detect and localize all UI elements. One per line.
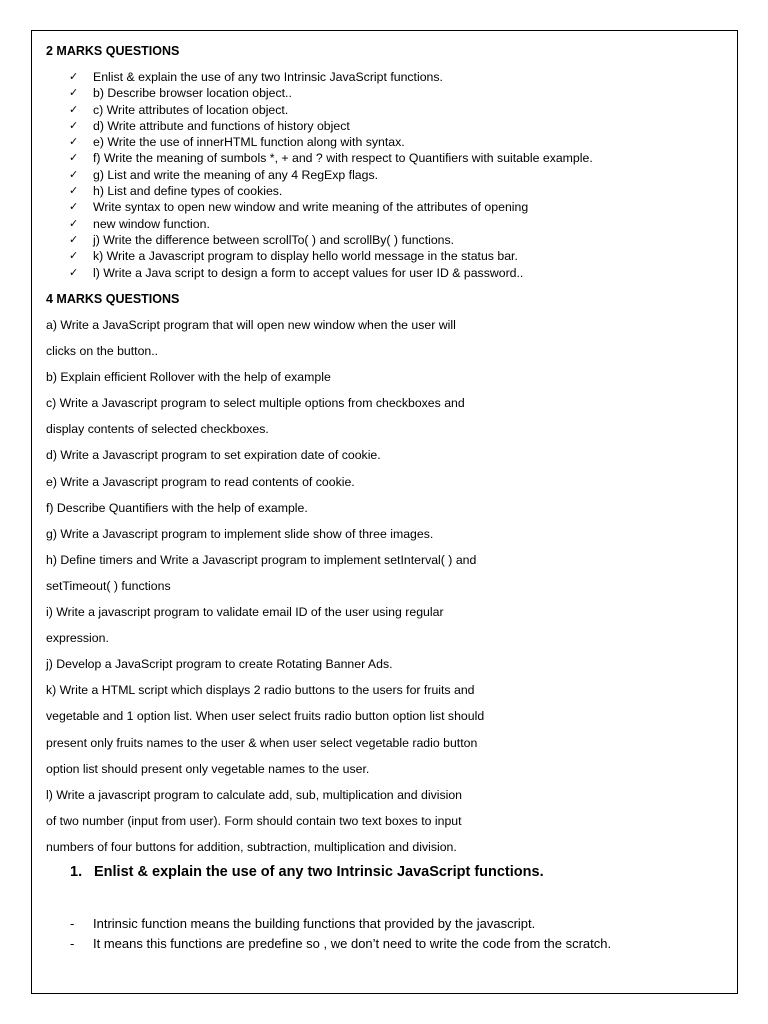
text-line: h) Define timers and Write a Javascript program to implement setInterval( ) and bbox=[46, 552, 477, 567]
list-item-text: c) Write attributes of location object. bbox=[93, 102, 289, 117]
text-line: a) Write a JavaScript program that will open new window when the user will bbox=[46, 318, 456, 332]
checkmark-icon: ✓ bbox=[69, 119, 79, 132]
checkmark-icon: ✓ bbox=[69, 201, 79, 214]
list-item-text: Write syntax to open new window and write meaning of the attributes of opening bbox=[93, 200, 529, 215]
list-item bbox=[69, 118, 593, 134]
checkmark-icon: ✓ bbox=[69, 233, 79, 246]
text-line: of two number (input from user). Form should contain two text boxes to input bbox=[46, 813, 462, 828]
checkmark-icon: ✓ bbox=[69, 152, 79, 165]
answer-number: 1. bbox=[70, 864, 83, 880]
text-line: clicks on the button.. bbox=[46, 344, 159, 359]
text-line: b) Explain efficient Rollover with the help of example bbox=[46, 370, 331, 385]
checkmark-icon: ✓ bbox=[69, 87, 79, 100]
list-item-text: Enlist & explain the use of any two Intrinsic JavaScript functions. bbox=[93, 70, 443, 84]
list-item bbox=[69, 134, 593, 150]
text-line: setTimeout( ) functions bbox=[46, 578, 171, 593]
list-item-text: b) Describe browser location object.. bbox=[93, 86, 292, 101]
text-line: g) Write a Javascript program to implement slide show of three images. bbox=[46, 526, 434, 541]
list-item-text: h) List and define types of cookies. bbox=[93, 184, 283, 199]
list-item-text: f) Write the meaning of sumbols *, + and ? with respect to Quantifiers with suitable example. bbox=[93, 151, 593, 166]
answer-heading-text: Enlist & explain the use of any two Intrinsic JavaScript functions. bbox=[94, 864, 544, 880]
list-item bbox=[70, 914, 611, 934]
list-item-text: j) Write the difference between scrollTo( ) and scrollBy( ) functions. bbox=[93, 232, 455, 247]
text-line: numbers of four buttons for addition, subtraction, multiplication and division. bbox=[46, 839, 457, 854]
text-line: expression. bbox=[46, 631, 109, 646]
four-marks-list bbox=[46, 315, 484, 863]
text-line: i) Write a javascript program to validate email ID of the user using regular bbox=[46, 605, 444, 620]
dash-bullet: - bbox=[70, 916, 75, 931]
list-item-text: l) Write a Java script to design a form to accept values for user ID & password.. bbox=[93, 265, 524, 280]
list-item bbox=[69, 216, 593, 232]
checkmark-icon: ✓ bbox=[69, 168, 79, 181]
list-item bbox=[69, 248, 593, 264]
text-line: e) Write a Javascript program to read contents of cookie. bbox=[46, 474, 355, 489]
text-line: k) Write a HTML script which displays 2 radio buttons to the users for fruits and bbox=[46, 683, 475, 698]
checkmark-icon: ✓ bbox=[69, 266, 79, 279]
checkmark-icon: ✓ bbox=[69, 185, 79, 198]
text-line: vegetable and 1 option list. When user select fruits radio button option list should bbox=[46, 709, 485, 724]
dash-bullet: - bbox=[70, 936, 75, 951]
list-item-text: g) List and write the meaning of any 4 RegExp flags. bbox=[93, 167, 379, 182]
four-marks-heading: 4 MARKS QUESTIONS bbox=[46, 292, 180, 306]
list-item bbox=[69, 199, 593, 215]
checkmark-icon: ✓ bbox=[69, 217, 79, 230]
list-item bbox=[70, 934, 611, 954]
list-item bbox=[69, 183, 593, 199]
list-item-text: e) Write the use of innerHTML function along with syntax. bbox=[93, 135, 405, 150]
list-item bbox=[69, 232, 593, 248]
answer-points bbox=[70, 914, 611, 954]
checkmark-icon: ✓ bbox=[69, 250, 79, 263]
two-marks-list bbox=[69, 69, 593, 281]
text-line: display contents of selected checkboxes. bbox=[46, 422, 269, 437]
checkmark-icon: ✓ bbox=[69, 136, 79, 149]
list-item-text: d) Write attribute and functions of history object bbox=[93, 118, 350, 133]
list-item bbox=[69, 102, 593, 118]
text-line: c) Write a Javascript program to select multiple options from checkboxes and bbox=[46, 396, 465, 411]
list-item bbox=[69, 265, 593, 281]
text-line: present only fruits names to the user & when user select vegetable radio button bbox=[46, 735, 478, 750]
list-item-text: new window function. bbox=[93, 216, 210, 231]
text-line: d) Write a Javascript program to set expiration date of cookie. bbox=[46, 448, 381, 463]
checkmark-icon: ✓ bbox=[69, 71, 79, 83]
text-line: option list should present only vegetable names to the user. bbox=[46, 761, 370, 776]
list-item bbox=[69, 167, 593, 183]
checkmark-icon: ✓ bbox=[69, 103, 79, 116]
text-line: f) Describe Quantifiers with the help of example. bbox=[46, 500, 308, 515]
list-item bbox=[69, 85, 593, 101]
answer-heading bbox=[70, 864, 544, 880]
list-item bbox=[69, 150, 593, 166]
two-marks-heading: 2 MARKS QUESTIONS bbox=[46, 44, 180, 58]
list-item bbox=[69, 69, 593, 85]
list-item-text: It means this functions are predefine so , we don’t need to write the code from the scratch. bbox=[93, 936, 612, 951]
text-line: l) Write a javascript program to calculate add, sub, multiplication and division bbox=[46, 787, 463, 802]
text-line: j) Develop a JavaScript program to create Rotating Banner Ads. bbox=[46, 657, 393, 672]
list-item-text: k) Write a Javascript program to display hello world message in the status bar. bbox=[93, 249, 518, 264]
list-item-text: Intrinsic function means the building functions that provided by the javascript. bbox=[93, 916, 536, 931]
